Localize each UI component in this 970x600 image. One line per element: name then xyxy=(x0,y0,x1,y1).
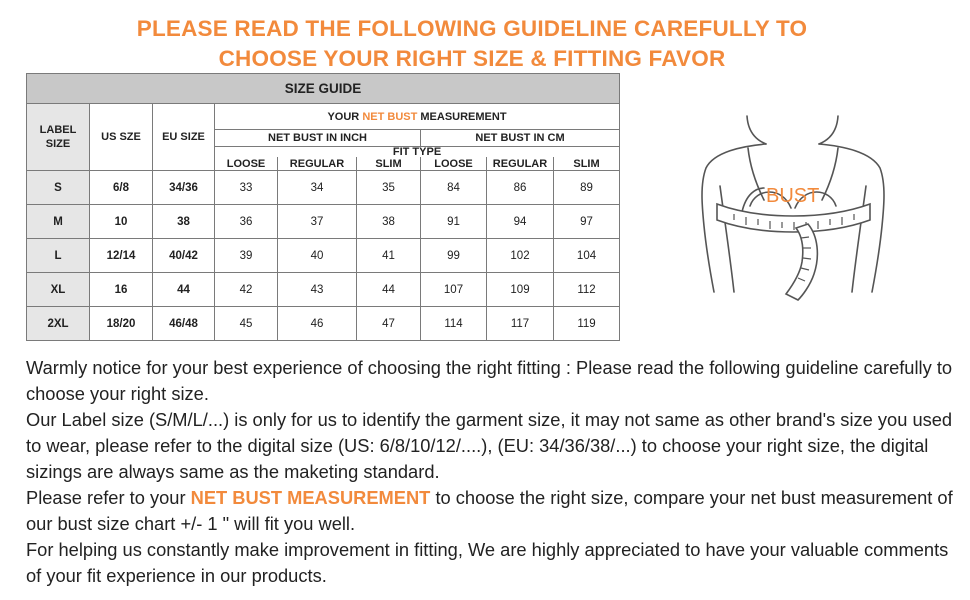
measurement-header-pre: YOUR xyxy=(327,110,360,123)
eu-size-cell: 34/36 xyxy=(153,171,215,205)
cm-value-cell: 84 xyxy=(421,171,487,205)
guideline-text xyxy=(26,355,956,589)
fit-type-cell: LOOSE xyxy=(421,157,487,171)
inch-value-cell: 37 xyxy=(278,205,357,239)
fit-type-header: FIT TYPE xyxy=(215,147,620,158)
guideline-paragraph-3-pre: Please refer to your xyxy=(26,487,186,508)
cm-value-cell: 91 xyxy=(421,205,487,239)
inch-header: NET BUST IN INCH xyxy=(215,130,421,147)
bust-measurement-figure xyxy=(690,96,896,302)
inch-value-cell: 35 xyxy=(357,171,421,205)
cm-value-cell: 104 xyxy=(554,239,620,273)
fit-type-cell: SLIM xyxy=(554,157,620,171)
label-size-cell: XL xyxy=(27,273,90,307)
label-size-header: LABEL SIZE xyxy=(27,104,90,171)
us-size-cell: 12/14 xyxy=(90,239,153,273)
torso-illustration xyxy=(690,96,896,302)
cm-value-cell: 112 xyxy=(554,273,620,307)
us-size-header: US SZE xyxy=(90,104,153,171)
inch-value-cell: 44 xyxy=(357,273,421,307)
measurement-header-post: MEASUREMENT xyxy=(420,110,507,123)
cm-value-cell: 107 xyxy=(421,273,487,307)
table-row xyxy=(27,239,620,273)
inch-value-cell: 45 xyxy=(215,307,278,341)
us-size-cell: 18/20 xyxy=(90,307,153,341)
inch-value-cell: 39 xyxy=(215,239,278,273)
cm-value-cell: 117 xyxy=(487,307,554,341)
headline-line-1: PLEASE READ THE FOLLOWING GUIDELINE CAREFULLY TO xyxy=(136,16,808,41)
guideline-paragraph-4: For helping us constantly make improvement in fitting, We are highly appreciated to have your valuable comments of your fit experience in our products. xyxy=(26,539,949,586)
guideline-paragraph-3-post: to choose the right size, compare your net bust measurement of our bust size chart +/- 1 " will fit you well. xyxy=(26,487,953,534)
net-bust-highlight: NET BUST MEASUREMENT xyxy=(190,487,431,508)
bust-label: BUST xyxy=(766,185,820,207)
label-size-cell: L xyxy=(27,239,90,273)
table-row xyxy=(27,307,620,341)
eu-size-cell: 46/48 xyxy=(153,307,215,341)
inch-value-cell: 47 xyxy=(357,307,421,341)
cm-value-cell: 114 xyxy=(421,307,487,341)
guideline-paragraph-1: Warmly notice for your best experience of choosing the right fitting : Please read the following guideline carefully to choose your right size. xyxy=(26,357,953,404)
inch-value-cell: 33 xyxy=(215,171,278,205)
fit-type-cell: SLIM xyxy=(357,157,421,171)
inch-value-cell: 43 xyxy=(278,273,357,307)
inch-value-cell: 42 xyxy=(215,273,278,307)
us-size-cell: 16 xyxy=(90,273,153,307)
page-headline xyxy=(0,14,944,74)
cm-value-cell: 99 xyxy=(421,239,487,273)
inch-value-cell: 36 xyxy=(215,205,278,239)
cm-header: NET BUST IN CM xyxy=(421,130,620,147)
headline-line-2: CHOOSE YOUR RIGHT SIZE & FITTING FAVOR xyxy=(218,46,726,71)
inch-value-cell: 34 xyxy=(278,171,357,205)
measuring-tape-icon xyxy=(717,204,870,300)
cm-value-cell: 97 xyxy=(554,205,620,239)
table-row xyxy=(27,171,620,205)
fit-type-cell: REGULAR xyxy=(487,157,554,171)
inch-value-cell: 38 xyxy=(357,205,421,239)
table-row xyxy=(27,205,620,239)
label-size-cell: S xyxy=(27,171,90,205)
fit-type-cell: REGULAR xyxy=(278,157,357,171)
eu-size-header: EU SIZE xyxy=(153,104,215,171)
table-row xyxy=(27,273,620,307)
cm-value-cell: 102 xyxy=(487,239,554,273)
guideline-paragraph-2: Our Label size (S/M/L/...) is only for us to identify the garment size, it may not same as other brand's size you used to wear, please refer to the digital size (US: 6/8/10/12/....), (EU: 34/36/38/...) to choose your right size, the digital sizings are always same as the maketing standard. xyxy=(26,409,953,482)
size-guide-table xyxy=(26,73,620,341)
eu-size-cell: 40/42 xyxy=(153,239,215,273)
cm-value-cell: 119 xyxy=(554,307,620,341)
inch-value-cell: 40 xyxy=(278,239,357,273)
measurement-header-accent: NET BUST xyxy=(362,110,418,123)
cm-value-cell: 86 xyxy=(487,171,554,205)
eu-size-cell: 38 xyxy=(153,205,215,239)
inch-value-cell: 46 xyxy=(278,307,357,341)
cm-value-cell: 89 xyxy=(554,171,620,205)
us-size-cell: 6/8 xyxy=(90,171,153,205)
measurement-header xyxy=(215,104,620,130)
cm-value-cell: 94 xyxy=(487,205,554,239)
guideline-paragraph-3 xyxy=(26,485,956,537)
fit-type-cell: LOOSE xyxy=(215,157,278,171)
label-size-cell: 2XL xyxy=(27,307,90,341)
cm-value-cell: 109 xyxy=(487,273,554,307)
label-size-cell: M xyxy=(27,205,90,239)
eu-size-cell: 44 xyxy=(153,273,215,307)
us-size-cell: 10 xyxy=(90,205,153,239)
size-guide-title: SIZE GUIDE xyxy=(27,74,620,104)
inch-value-cell: 41 xyxy=(357,239,421,273)
